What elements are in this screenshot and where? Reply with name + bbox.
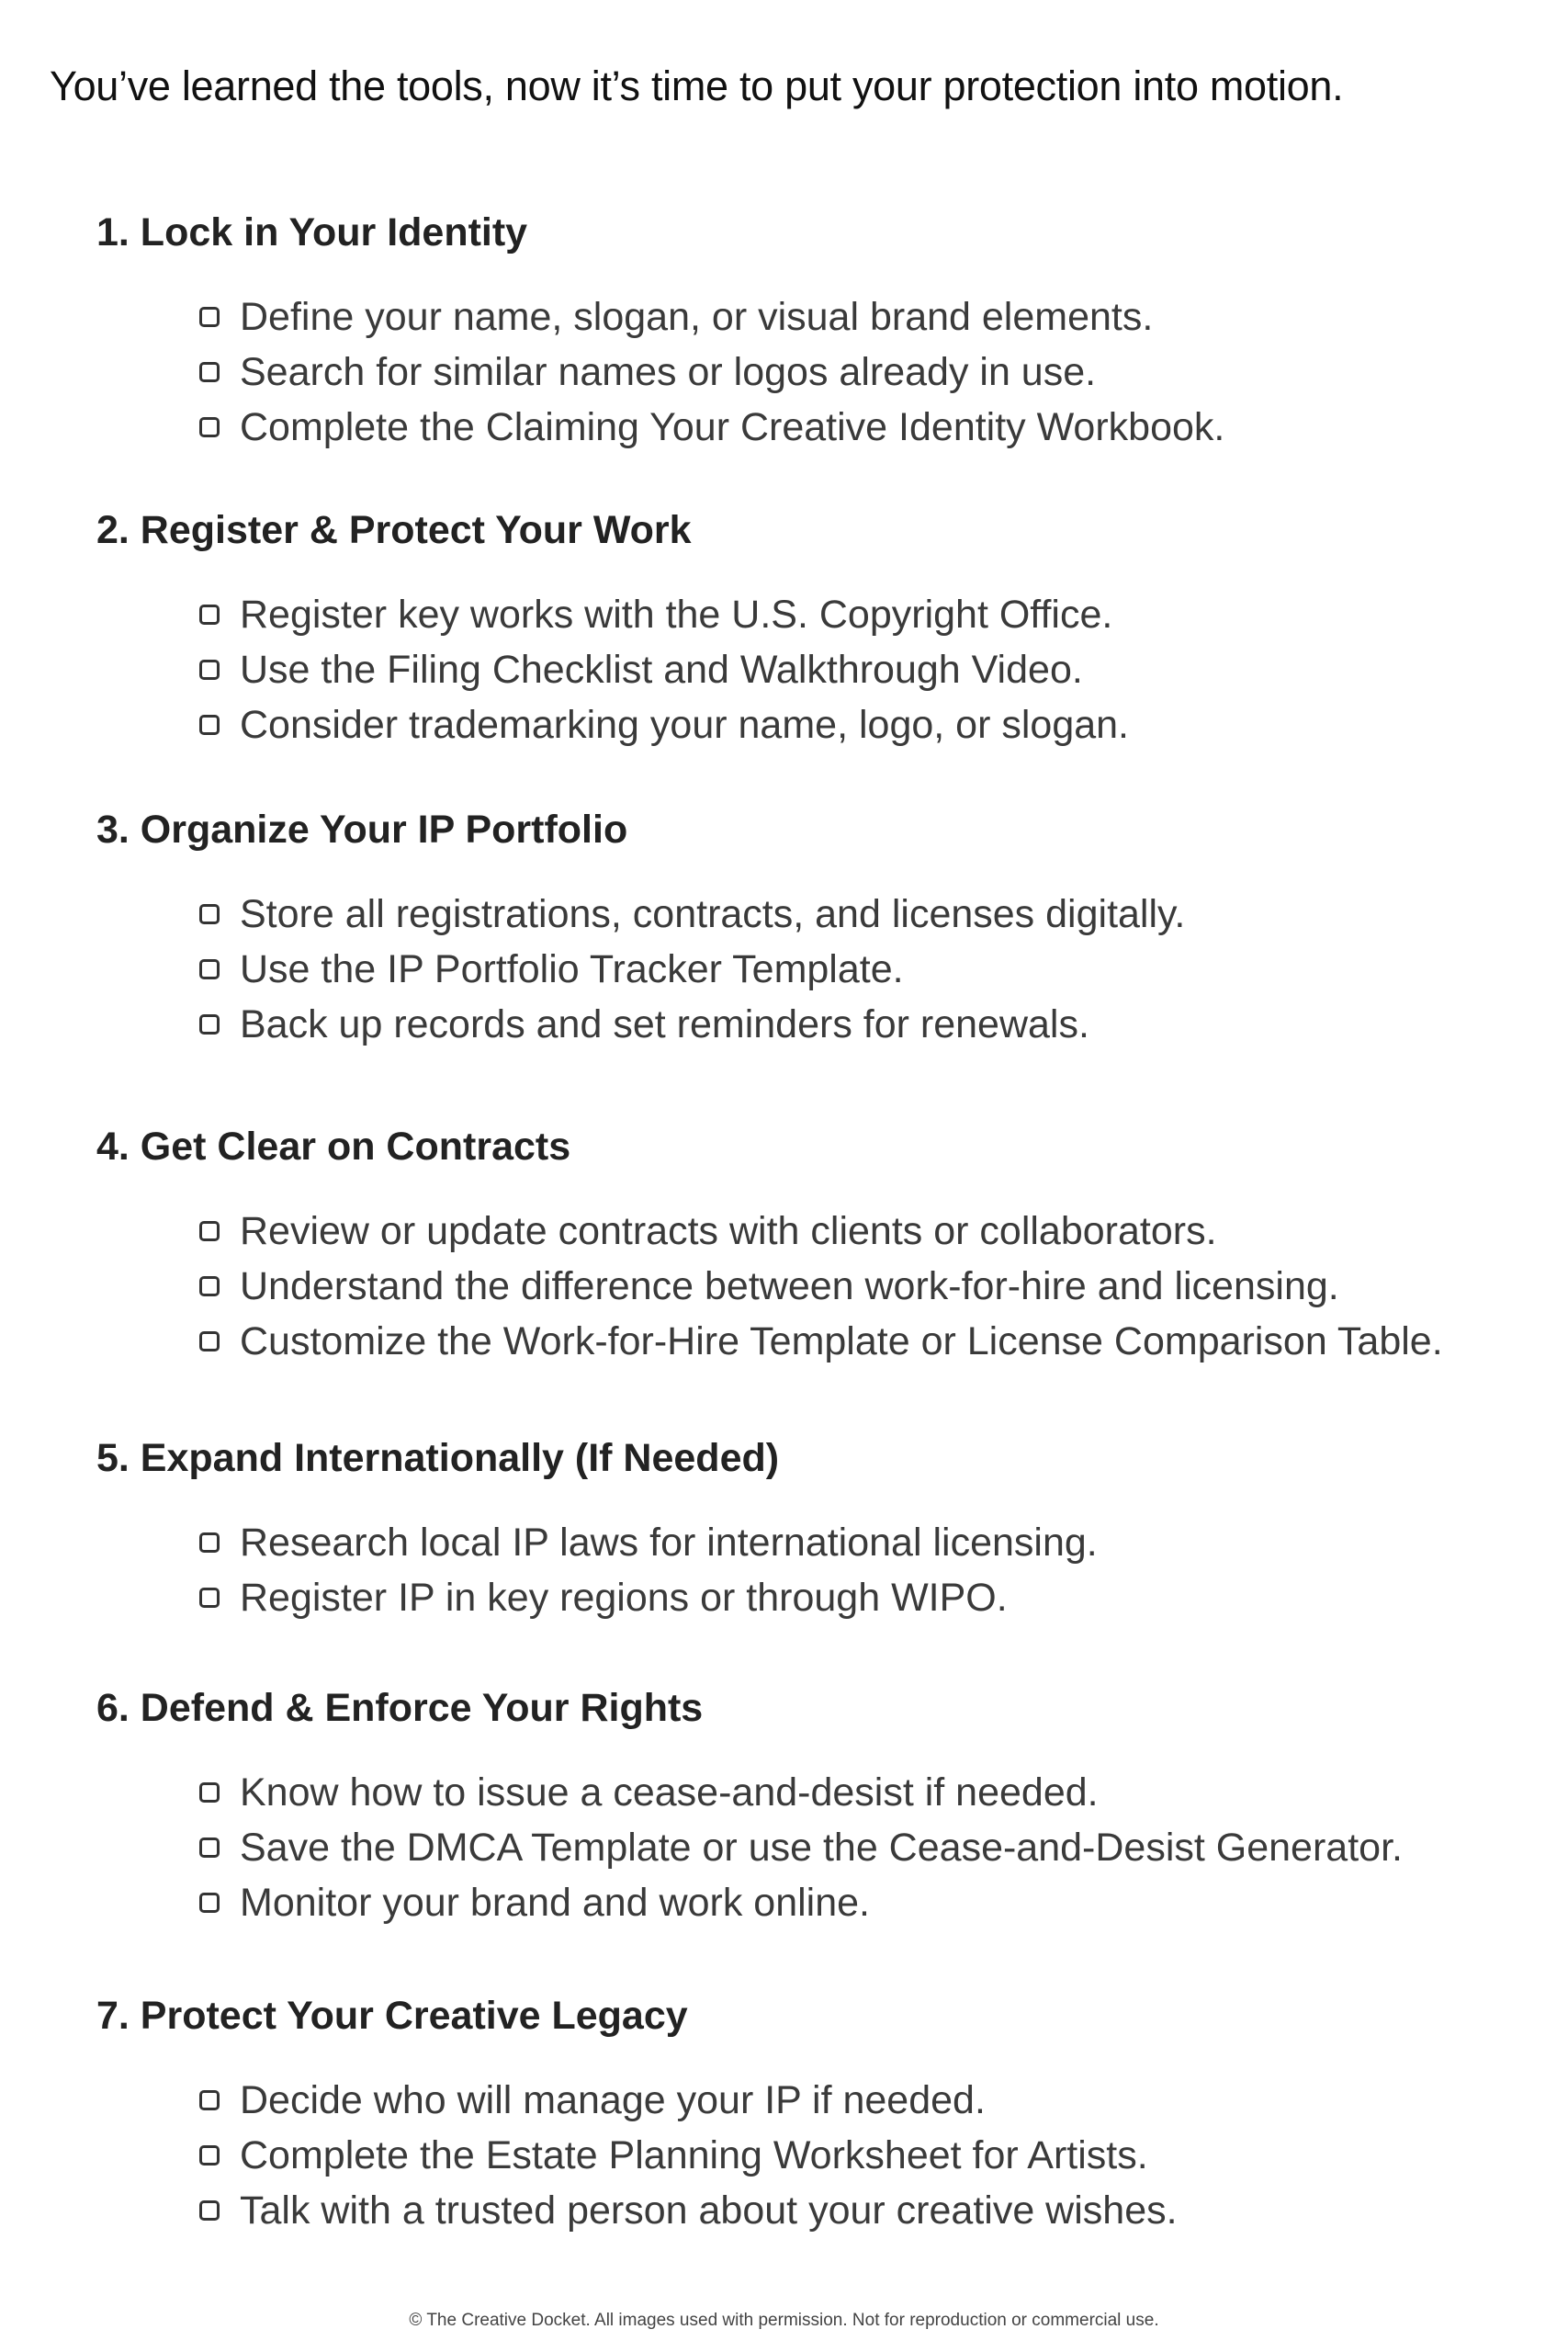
checklist-item[interactable] bbox=[199, 997, 1185, 1052]
checklist-item[interactable] bbox=[199, 400, 1224, 455]
section-international bbox=[96, 1432, 1098, 1625]
checkbox[interactable] bbox=[199, 1331, 220, 1351]
checklist-item[interactable] bbox=[199, 1765, 1403, 1820]
item-label: Monitor your brand and work online. bbox=[240, 1880, 870, 1925]
checkbox[interactable] bbox=[199, 2200, 220, 2221]
checklist-item[interactable] bbox=[199, 2183, 1178, 2238]
checkbox[interactable] bbox=[199, 1782, 220, 1803]
checkbox[interactable] bbox=[199, 1276, 220, 1296]
checklist-item[interactable] bbox=[199, 1204, 1443, 1259]
checklist-item[interactable] bbox=[199, 887, 1185, 942]
checkbox[interactable] bbox=[199, 605, 220, 625]
checkbox[interactable] bbox=[199, 2090, 220, 2110]
checklist-item[interactable] bbox=[199, 345, 1224, 400]
section-title: 5. Expand Internationally (If Needed) bbox=[96, 1436, 780, 1480]
section-title: 6. Defend & Enforce Your Rights bbox=[96, 1686, 704, 1730]
checkbox[interactable] bbox=[199, 1221, 220, 1241]
checklist-item[interactable] bbox=[199, 289, 1224, 345]
section-creative-legacy bbox=[96, 1990, 1178, 2238]
checklist-item[interactable] bbox=[199, 642, 1129, 697]
item-label: Search for similar names or logos already in use. bbox=[240, 349, 1097, 394]
checkbox[interactable] bbox=[199, 959, 220, 979]
checklist-item[interactable] bbox=[199, 2073, 1178, 2128]
section-title: 4. Get Clear on Contracts bbox=[96, 1125, 571, 1169]
item-label: Register key works with the U.S. Copyright Office. bbox=[240, 592, 1113, 637]
item-label: Decide who will manage your IP if needed. bbox=[240, 2077, 986, 2122]
checkbox[interactable] bbox=[199, 362, 220, 382]
checklist-item[interactable] bbox=[199, 1875, 1403, 1930]
section-contracts bbox=[96, 1121, 1443, 1369]
checkbox[interactable] bbox=[199, 1893, 220, 1913]
checkbox[interactable] bbox=[199, 715, 220, 735]
checkbox[interactable] bbox=[199, 660, 220, 680]
checklist-item[interactable] bbox=[199, 1515, 1098, 1570]
item-label: Customize the Work-for-Hire Template or License Comparison Table. bbox=[240, 1318, 1443, 1363]
item-label: Talk with a trusted person about your creative wishes. bbox=[240, 2188, 1178, 2233]
copyright-footer: © The Creative Docket. All images used with permission. Not for reproduction or commercial use. bbox=[409, 2311, 1159, 2330]
item-label: Use the Filing Checklist and Walkthrough Video. bbox=[240, 647, 1083, 692]
section-title: 3. Organize Your IP Portfolio bbox=[96, 808, 628, 852]
section-lock-identity bbox=[96, 207, 1224, 455]
checklist-item[interactable] bbox=[199, 1820, 1403, 1875]
checklist-item[interactable] bbox=[199, 1314, 1443, 1369]
checklist-item[interactable] bbox=[199, 2128, 1178, 2183]
checkbox[interactable] bbox=[199, 2145, 220, 2165]
item-label: Use the IP Portfolio Tracker Template. bbox=[240, 946, 904, 991]
checkbox[interactable] bbox=[199, 1532, 220, 1553]
checkbox[interactable] bbox=[199, 904, 220, 924]
section-defend-enforce bbox=[96, 1682, 1403, 1930]
section-title: 1. Lock in Your Identity bbox=[96, 210, 528, 254]
section-register-protect bbox=[96, 504, 1129, 752]
item-label: Research local IP laws for international licensing. bbox=[240, 1520, 1098, 1565]
item-label: Complete the Claiming Your Creative Identity Workbook. bbox=[240, 404, 1225, 449]
item-label: Save the DMCA Template or use the Cease-and-Desist Generator. bbox=[240, 1825, 1403, 1870]
item-label: Register IP in key regions or through WIPO. bbox=[240, 1575, 1008, 1620]
section-organize-portfolio bbox=[96, 804, 1185, 1052]
item-label: Define your name, slogan, or visual brand elements. bbox=[240, 294, 1154, 339]
item-label: Know how to issue a cease-and-desist if needed. bbox=[240, 1770, 1099, 1815]
checkbox[interactable] bbox=[199, 1588, 220, 1608]
item-label: Back up records and set reminders for renewals. bbox=[240, 1001, 1089, 1046]
item-label: Consider trademarking your name, logo, or slogan. bbox=[240, 702, 1130, 747]
checkbox[interactable] bbox=[199, 1014, 220, 1035]
item-label: Store all registrations, contracts, and licenses digitally. bbox=[240, 891, 1186, 936]
checkbox[interactable] bbox=[199, 307, 220, 327]
section-title: 2. Register & Protect Your Work bbox=[96, 508, 692, 552]
checklist-item[interactable] bbox=[199, 1570, 1098, 1625]
item-label: Complete the Estate Planning Worksheet for Artists. bbox=[240, 2132, 1148, 2177]
checklist-item[interactable] bbox=[199, 697, 1129, 752]
item-label: Review or update contracts with clients or collaborators. bbox=[240, 1208, 1217, 1253]
checklist-item[interactable] bbox=[199, 587, 1129, 642]
checkbox[interactable] bbox=[199, 1838, 220, 1858]
item-label: Understand the difference between work-for-hire and licensing. bbox=[240, 1263, 1339, 1308]
checklist-item[interactable] bbox=[199, 1259, 1443, 1314]
intro-heading: You’ve learned the tools, now it’s time to put your protection into motion. bbox=[50, 62, 1344, 109]
section-title: 7. Protect Your Creative Legacy bbox=[96, 1994, 688, 2038]
checkbox[interactable] bbox=[199, 417, 220, 437]
checklist-item[interactable] bbox=[199, 942, 1185, 997]
